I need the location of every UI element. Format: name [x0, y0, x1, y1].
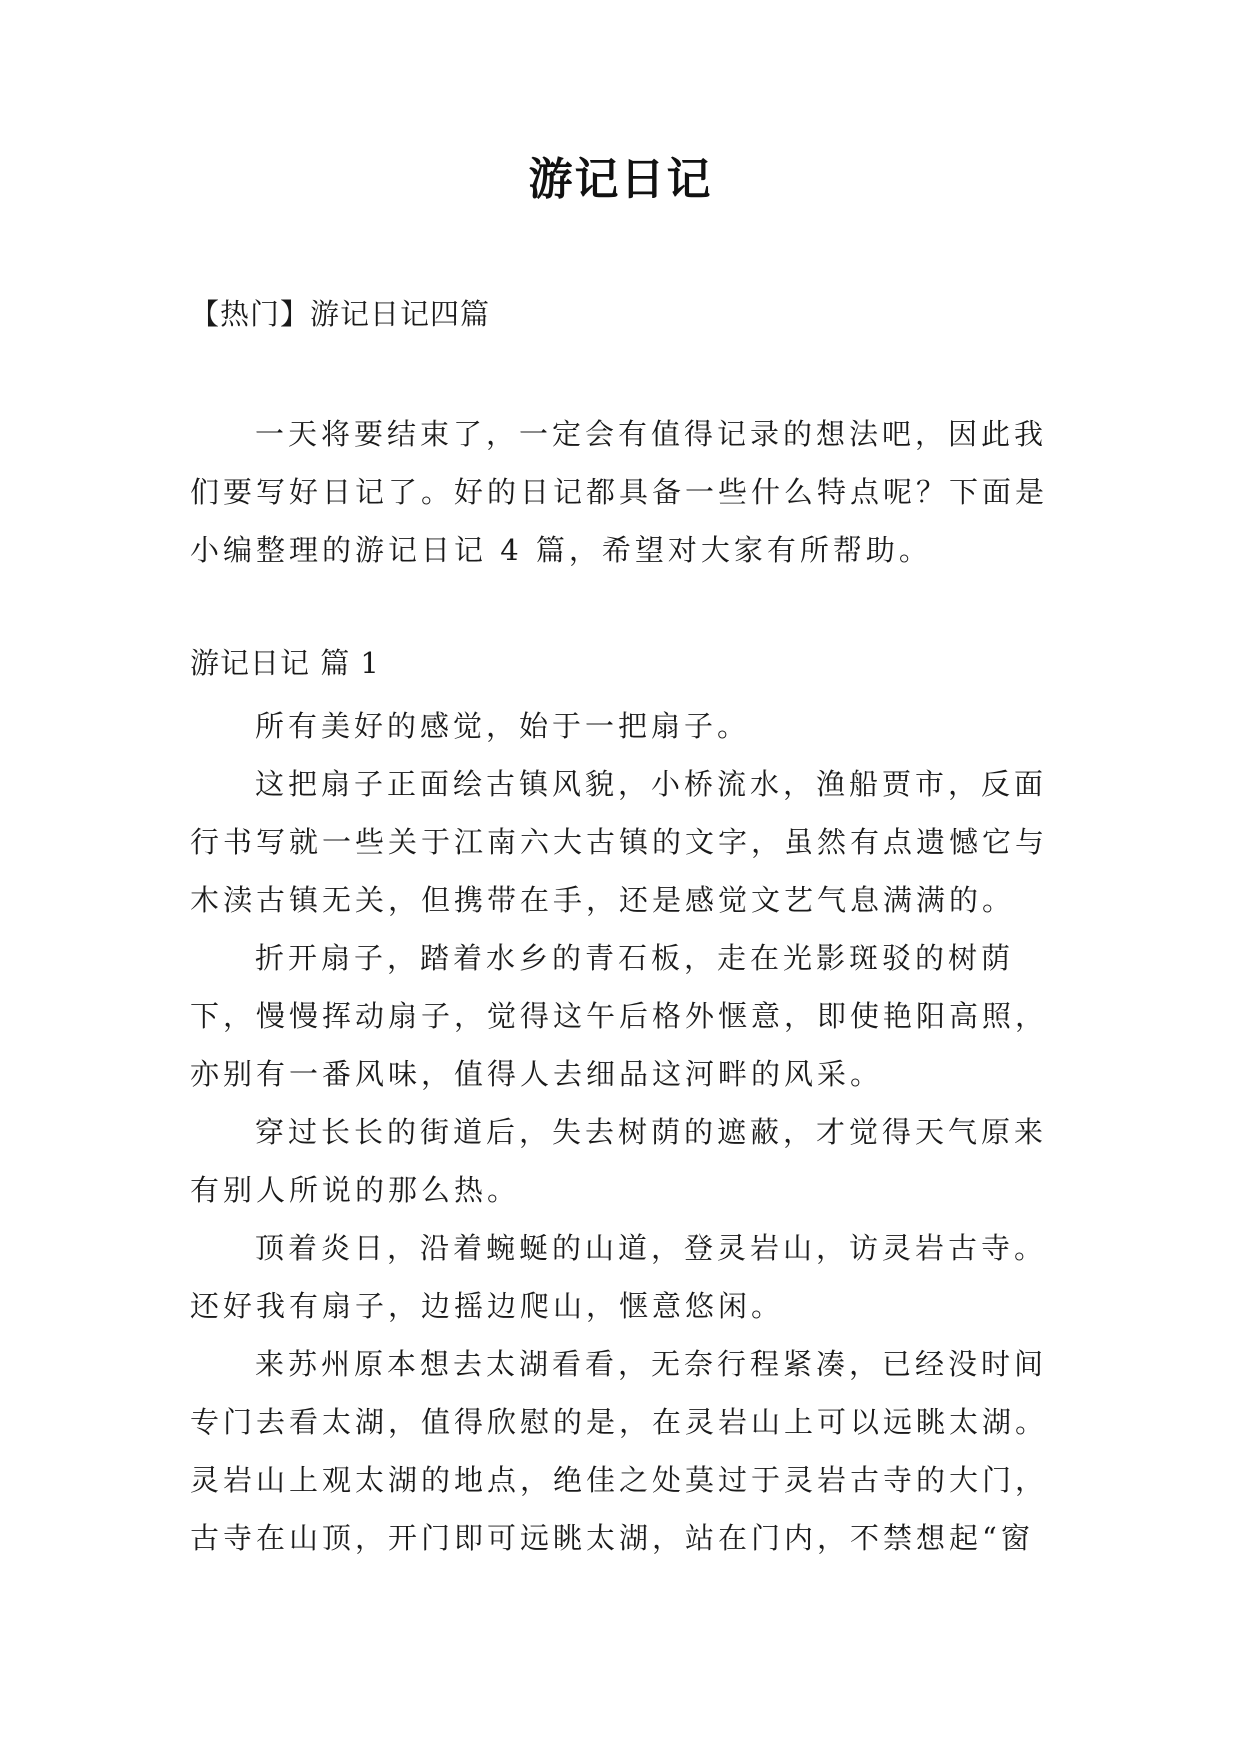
body-paragraph: 所有美好的感觉，始于一把扇子。 — [255, 709, 751, 743]
section-heading: 游记日记 篇 1 — [190, 646, 380, 680]
document-title: 游记日记 — [528, 154, 713, 205]
intro-paragraph: 一天将要结束了，一定会有值得记录的想法吧，因此我们要写好日记了。好的日记都具备一些什么特点呢？下面是小编整理的游记日记 4 篇，希望对大家有所帮助。 — [190, 417, 1049, 567]
body-paragraph: 顶着炎日，沿着蜿蜒的山道，登灵岩山，访灵岩古寺。还好我有扇子，边摇边爬山，惬意悠闲。 — [190, 1231, 1048, 1323]
document-subtitle: 【热门】游记日记四篇 — [190, 297, 491, 331]
body-paragraph: 这把扇子正面绘古镇风貌，小桥流水，渔船贾市，反面行书写就一些关于江南六大古镇的文字，虽然有点遗憾它与木渎古镇无关，但携带在手，还是感觉文艺气息满满的。 — [190, 767, 1049, 917]
body-paragraph: 穿过长长的街道后，失去树荫的遮蔽，才觉得天气原来有别人所说的那么热。 — [190, 1115, 1048, 1207]
body-paragraph: 来苏州原本想去太湖看看，无奈行程紧凑，已经没时间专门去看太湖，值得欣慰的是，在灵岩山上可以远眺太湖。灵岩山上观太湖的地点，绝佳之处莫过于灵岩古寺的大门，古寺在山顶，开门即可远眺太湖，站在门内，不禁想起“窗 — [190, 1347, 1049, 1555]
body-text — [190, 697, 1050, 1567]
body-paragraph: 折开扇子，踏着水乡的青石板，走在光影斑驳的树荫下，慢慢挥动扇子，觉得这午后格外惬意，即使艳阳高照，亦别有一番风味，值得人去细品这河畔的风采。 — [190, 941, 1049, 1091]
